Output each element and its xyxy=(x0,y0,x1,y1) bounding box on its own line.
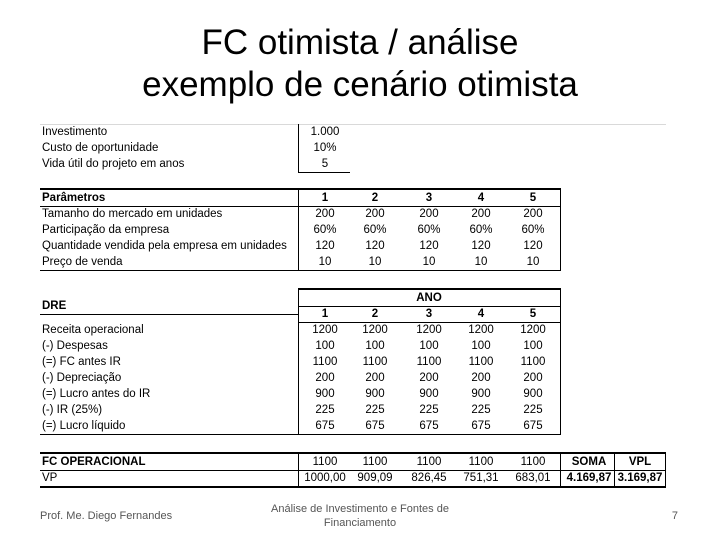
dre-cell: 200 xyxy=(471,372,491,384)
footer-course-line-1: Análise de Investimento e Fontes de xyxy=(271,503,449,515)
params-year-1: 1 xyxy=(321,192,329,204)
params-cell: 60% xyxy=(417,224,441,236)
dre-year-2: 2 xyxy=(371,308,379,320)
dre-cell: 1100 xyxy=(362,356,388,368)
dre-cell: 1200 xyxy=(362,324,388,336)
params-cell: 10 xyxy=(474,256,488,268)
soma-label: SOMA xyxy=(571,456,607,468)
dre-row-label: (=) FC antes IR xyxy=(42,356,121,368)
dre-cell: 225 xyxy=(365,404,385,416)
dre-cell: 200 xyxy=(523,372,543,384)
params-row-label: Quantidade vendida pela empresa em unidades xyxy=(42,240,287,252)
vp-cell: 751,31 xyxy=(463,472,499,484)
soma-value: 4.169,87 xyxy=(566,472,612,484)
vp-cell: 683,01 xyxy=(515,472,551,484)
params-cell: 120 xyxy=(419,240,439,252)
dre-row-label: (-) IR (25%) xyxy=(42,404,103,416)
params-cell: 60% xyxy=(363,224,387,236)
dre-year-3: 3 xyxy=(425,308,433,320)
dre-cell: 200 xyxy=(315,372,335,384)
dre-cell: 1200 xyxy=(312,324,338,336)
dre-cell: 100 xyxy=(523,340,543,352)
dre-ano-label: ANO xyxy=(416,292,442,304)
dre-row-label: Receita operacional xyxy=(42,324,144,336)
vpl-label: VPL xyxy=(628,456,652,468)
dre-cell: 675 xyxy=(523,420,543,432)
input-label-investimento: Investimento xyxy=(42,126,108,138)
fc-operacional-label: FC OPERACIONAL xyxy=(42,456,146,468)
dre-cell: 225 xyxy=(315,404,335,416)
params-cell: 10 xyxy=(526,256,540,268)
dre-cell: 100 xyxy=(365,340,385,352)
fc-cell: 1100 xyxy=(468,456,494,468)
fc-cell: 1100 xyxy=(362,456,388,468)
footer-author: Prof. Me. Diego Fernandes xyxy=(40,510,173,522)
dre-cell: 225 xyxy=(523,404,543,416)
vp-label: VP xyxy=(42,472,58,484)
title-line-1: FC otimista / análise xyxy=(201,23,519,62)
dre-cell: 1100 xyxy=(312,356,338,368)
dre-cell: 900 xyxy=(365,388,385,400)
dre-year-1: 1 xyxy=(321,308,329,320)
slide-footer xyxy=(0,500,720,536)
params-cell: 120 xyxy=(471,240,491,252)
input-value-investimento: 1.000 xyxy=(310,126,340,138)
dre-header: DRE xyxy=(42,300,67,312)
dre-cell: 675 xyxy=(365,420,385,432)
dre-cell: 1200 xyxy=(468,324,494,336)
dre-cell: 1100 xyxy=(468,356,494,368)
vp-cell: 909,09 xyxy=(357,472,393,484)
dre-cell: 200 xyxy=(365,372,385,384)
params-cell: 200 xyxy=(471,208,491,220)
params-cell: 10 xyxy=(422,256,436,268)
dre-cell: 1200 xyxy=(520,324,546,336)
params-year-3: 3 xyxy=(425,192,433,204)
params-cell: 200 xyxy=(419,208,439,220)
dre-row-label: (-) Depreciação xyxy=(42,372,122,384)
fc-cell: 1100 xyxy=(312,456,338,468)
dre-row-label: (=) Lucro líquido xyxy=(42,420,126,432)
params-cell: 60% xyxy=(521,224,545,236)
dre-cell: 900 xyxy=(523,388,543,400)
params-cell: 60% xyxy=(469,224,493,236)
dre-year-5: 5 xyxy=(529,308,537,320)
fc-cell: 1100 xyxy=(520,456,546,468)
dre-cell: 900 xyxy=(471,388,491,400)
params-year-2: 2 xyxy=(371,192,379,204)
dre-cell: 675 xyxy=(315,420,335,432)
params-cell: 60% xyxy=(313,224,337,236)
params-row-label: Preço de venda xyxy=(42,256,123,268)
input-label-custo: Custo de oportunidade xyxy=(42,142,159,154)
dre-cell: 1100 xyxy=(520,356,546,368)
fc-cell: 1100 xyxy=(416,456,442,468)
spreadsheet-table xyxy=(40,124,666,489)
dre-cell: 100 xyxy=(419,340,439,352)
vpl-value: 3.169,87 xyxy=(617,472,663,484)
params-cell: 120 xyxy=(315,240,335,252)
input-label-vida-util: Vida útil do projeto em anos xyxy=(42,158,185,170)
dre-cell: 100 xyxy=(471,340,491,352)
params-year-4: 4 xyxy=(477,192,485,204)
params-cell: 120 xyxy=(523,240,543,252)
params-cell: 10 xyxy=(368,256,382,268)
params-cell: 200 xyxy=(523,208,543,220)
dre-row-label: (=) Lucro antes do IR xyxy=(42,388,151,400)
input-value-vida-util: 5 xyxy=(321,158,329,170)
params-header: Parâmetros xyxy=(42,192,106,204)
params-row-label: Participação da empresa xyxy=(42,224,170,236)
input-value-custo: 10% xyxy=(313,142,337,154)
footer-course-line-2: Financiamento xyxy=(323,517,397,529)
vp-cell: 826,45 xyxy=(411,472,447,484)
footer-course xyxy=(240,502,480,530)
title-line-2: exemplo de cenário otimista xyxy=(142,65,578,104)
dre-cell: 1100 xyxy=(416,356,442,368)
dre-cell: 200 xyxy=(419,372,439,384)
dre-row-label: (-) Despesas xyxy=(42,340,108,352)
slide-title xyxy=(0,22,720,106)
dre-cell: 900 xyxy=(419,388,439,400)
dre-cell: 900 xyxy=(315,388,335,400)
params-year-5: 5 xyxy=(529,192,537,204)
footer-page-number: 7 xyxy=(671,510,678,522)
dre-cell: 225 xyxy=(471,404,491,416)
dre-cell: 225 xyxy=(419,404,439,416)
vp-cell: 1000,00 xyxy=(304,472,346,484)
dre-year-4: 4 xyxy=(477,308,485,320)
dre-cell: 675 xyxy=(471,420,491,432)
params-cell: 200 xyxy=(315,208,335,220)
params-cell: 120 xyxy=(365,240,385,252)
params-row-label: Tamanho do mercado em unidades xyxy=(42,208,223,220)
dre-cell: 100 xyxy=(315,340,335,352)
params-cell: 10 xyxy=(318,256,332,268)
dre-cell: 675 xyxy=(419,420,439,432)
params-cell: 200 xyxy=(365,208,385,220)
dre-cell: 1200 xyxy=(416,324,442,336)
